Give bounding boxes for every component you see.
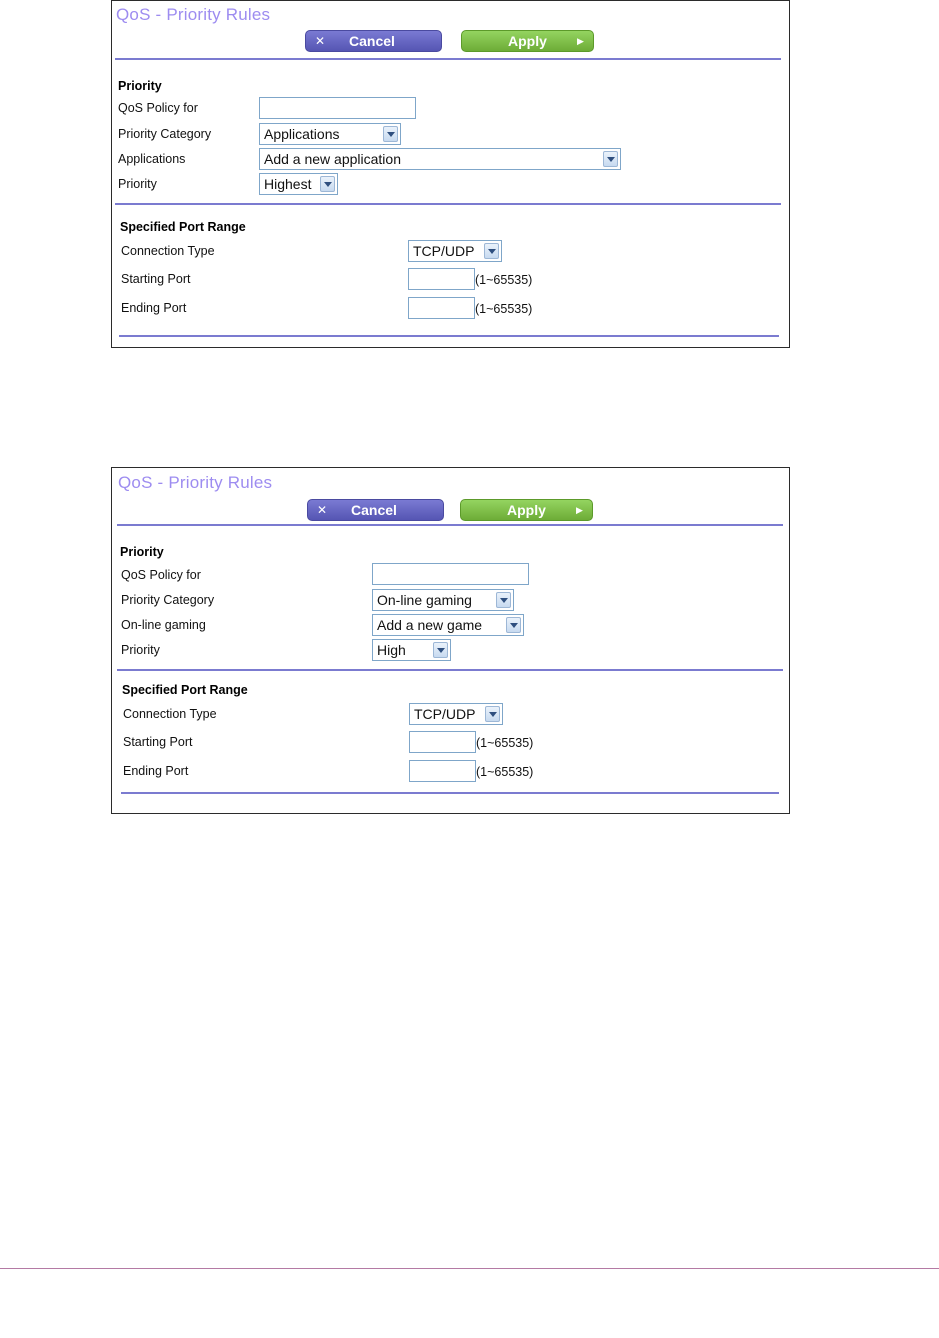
starting-port-range-hint: (1~65535) bbox=[476, 736, 534, 750]
chevron-down-icon bbox=[603, 151, 618, 167]
starting-port-label: Starting Port bbox=[123, 735, 193, 749]
panel-title: QoS - Priority Rules bbox=[116, 5, 271, 24]
header-divider bbox=[117, 524, 783, 526]
connection-type-label: Connection Type bbox=[121, 244, 215, 258]
apply-button[interactable]: Apply ▶ bbox=[460, 499, 593, 521]
panel-title: QoS - Priority Rules bbox=[118, 473, 273, 492]
starting-port-label: Starting Port bbox=[121, 272, 191, 286]
chevron-down-icon bbox=[496, 592, 511, 608]
arrow-right-icon: ▶ bbox=[577, 35, 584, 46]
qos-priority-rules-panel-applications bbox=[111, 0, 790, 348]
priority-select[interactable]: High bbox=[372, 639, 451, 661]
chevron-down-icon bbox=[485, 706, 500, 722]
starting-port-input[interactable] bbox=[409, 731, 476, 753]
close-icon: ✕ bbox=[317, 503, 328, 517]
priority-select[interactable]: Highest bbox=[259, 173, 338, 195]
ending-port-label: Ending Port bbox=[121, 301, 187, 315]
connection-type-label: Connection Type bbox=[123, 707, 217, 721]
arrow-right-icon: ▶ bbox=[576, 504, 583, 515]
chevron-down-icon bbox=[383, 126, 398, 142]
online-gaming-label: On-line gaming bbox=[121, 618, 206, 632]
page-footer-rule bbox=[0, 1268, 939, 1269]
priority-label: Priority bbox=[121, 643, 160, 657]
chevron-down-icon bbox=[484, 243, 499, 259]
ending-port-input[interactable] bbox=[408, 297, 475, 319]
priority-heading: Priority bbox=[120, 545, 164, 559]
bottom-divider bbox=[119, 335, 779, 337]
ending-port-range-hint: (1~65535) bbox=[475, 302, 533, 316]
ending-port-input[interactable] bbox=[409, 760, 476, 782]
connection-type-select[interactable]: TCP/UDP bbox=[409, 703, 503, 725]
priority-category-select[interactable]: Applications bbox=[259, 123, 401, 145]
online-gaming-select[interactable]: Add a new game bbox=[372, 614, 524, 636]
chevron-down-icon bbox=[433, 642, 448, 658]
chevron-down-icon bbox=[320, 176, 335, 192]
port-range-heading: Specified Port Range bbox=[122, 683, 248, 697]
cancel-button[interactable]: ✕ Cancel bbox=[307, 499, 444, 521]
ending-port-label: Ending Port bbox=[123, 764, 189, 778]
priority-category-label: Priority Category bbox=[118, 127, 212, 141]
priority-category-select[interactable]: On-line gaming bbox=[372, 589, 514, 611]
qos-priority-rules-panel-gaming bbox=[111, 467, 790, 814]
starting-port-input[interactable] bbox=[408, 268, 475, 290]
qos-policy-label: QoS Policy for bbox=[121, 568, 201, 582]
qos-policy-input[interactable] bbox=[372, 563, 529, 585]
bottom-divider bbox=[121, 792, 779, 794]
chevron-down-icon bbox=[506, 617, 521, 633]
applications-select[interactable]: Add a new application bbox=[259, 148, 621, 170]
priority-heading: Priority bbox=[118, 79, 162, 93]
cancel-button[interactable]: ✕ Cancel bbox=[305, 30, 442, 52]
header-divider bbox=[115, 58, 781, 60]
connection-type-select[interactable]: TCP/UDP bbox=[408, 240, 502, 262]
ending-port-range-hint: (1~65535) bbox=[476, 765, 534, 779]
priority-category-label: Priority Category bbox=[121, 593, 215, 607]
section-divider bbox=[117, 669, 783, 671]
qos-policy-label: QoS Policy for bbox=[118, 101, 198, 115]
qos-policy-input[interactable] bbox=[259, 97, 416, 119]
section-divider bbox=[115, 203, 781, 205]
applications-label: Applications bbox=[118, 152, 186, 166]
priority-label: Priority bbox=[118, 177, 157, 191]
close-icon: ✕ bbox=[315, 34, 326, 48]
apply-button[interactable]: Apply ▶ bbox=[461, 30, 594, 52]
starting-port-range-hint: (1~65535) bbox=[475, 273, 533, 287]
port-range-heading: Specified Port Range bbox=[120, 220, 246, 234]
